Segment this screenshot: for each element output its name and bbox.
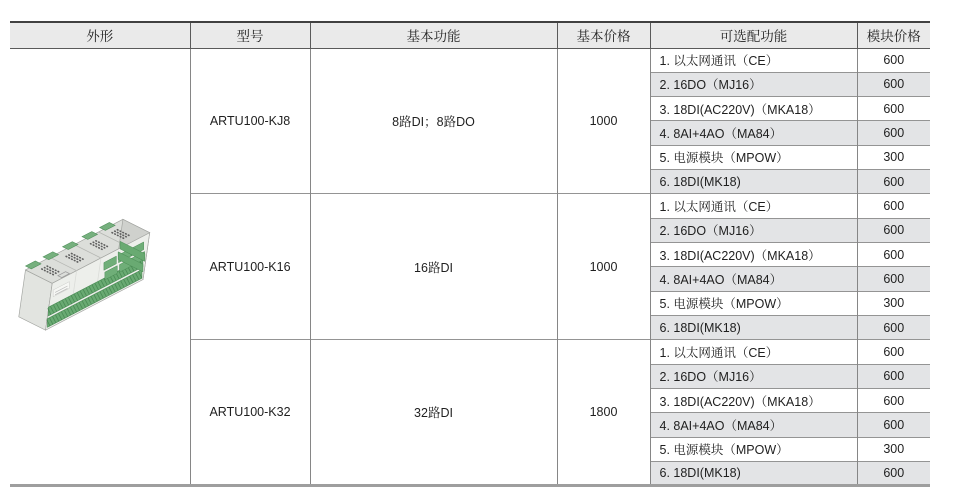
option-price: 600 <box>857 170 930 194</box>
option-label: 6. 18DI(MK18) <box>650 462 857 486</box>
basic-price-cell: 1800 <box>557 340 650 486</box>
option-price: 600 <box>857 267 930 291</box>
model-cell: ARTU100-K32 <box>190 340 310 486</box>
option-label: 6. 18DI(MK18) <box>650 316 857 340</box>
option-price: 600 <box>857 413 930 437</box>
basic-function-cell: 32路DI <box>310 340 557 486</box>
option-label: 2. 16DO（MJ16） <box>650 364 857 388</box>
option-label: 5. 电源模块（MPOW） <box>650 437 857 461</box>
option-price: 600 <box>857 194 930 218</box>
option-label: 4. 8AI+4AO（MA84） <box>650 413 857 437</box>
option-label: 1. 以太网通讯（CE） <box>650 340 857 364</box>
col-header-module-price: 模块价格 <box>857 22 930 48</box>
option-price: 600 <box>857 121 930 145</box>
option-label: 3. 18DI(AC220V)（MKA18） <box>650 389 857 413</box>
option-price: 300 <box>857 291 930 315</box>
table-row <box>10 48 930 72</box>
col-header-basic-function: 基本功能 <box>310 22 557 48</box>
option-price: 300 <box>857 145 930 169</box>
option-price: 600 <box>857 389 930 413</box>
option-label: 5. 电源模块（MPOW） <box>650 291 857 315</box>
option-label: 4. 8AI+4AO（MA84） <box>650 267 857 291</box>
option-price: 600 <box>857 340 930 364</box>
option-price: 600 <box>857 218 930 242</box>
option-price: 600 <box>857 462 930 486</box>
option-price: 600 <box>857 243 930 267</box>
option-label: 3. 18DI(AC220V)（MKA18） <box>650 97 857 121</box>
option-price: 600 <box>857 316 930 340</box>
option-label: 3. 18DI(AC220V)（MKA18） <box>650 243 857 267</box>
col-header-optional-functions: 可选配功能 <box>650 22 857 48</box>
option-price: 600 <box>857 48 930 72</box>
col-header-model: 型号 <box>190 22 310 48</box>
option-price: 600 <box>857 72 930 96</box>
product-price-table <box>10 21 930 487</box>
basic-price-cell: 1000 <box>557 48 650 194</box>
option-label: 5. 电源模块（MPOW） <box>650 145 857 169</box>
option-price: 600 <box>857 364 930 388</box>
model-cell: ARTU100-KJ8 <box>190 48 310 194</box>
product-photo-icon <box>14 197 186 341</box>
option-label: 6. 18DI(MK18) <box>650 170 857 194</box>
option-label: 1. 以太网通讯（CE） <box>650 194 857 218</box>
option-label: 1. 以太网通讯（CE） <box>650 48 857 72</box>
option-price: 600 <box>857 97 930 121</box>
option-price: 300 <box>857 437 930 461</box>
option-label: 4. 8AI+4AO（MA84） <box>650 121 857 145</box>
basic-function-cell: 16路DI <box>310 194 557 340</box>
option-label: 2. 16DO（MJ16） <box>650 218 857 242</box>
header-row <box>10 22 930 48</box>
appearance-cell <box>10 48 190 486</box>
col-header-basic-price: 基本价格 <box>557 22 650 48</box>
basic-function-cell: 8路DI；8路DO <box>310 48 557 194</box>
col-header-appearance: 外形 <box>10 22 190 48</box>
option-label: 2. 16DO（MJ16） <box>650 72 857 96</box>
model-cell: ARTU100-K16 <box>190 194 310 340</box>
basic-price-cell: 1000 <box>557 194 650 340</box>
